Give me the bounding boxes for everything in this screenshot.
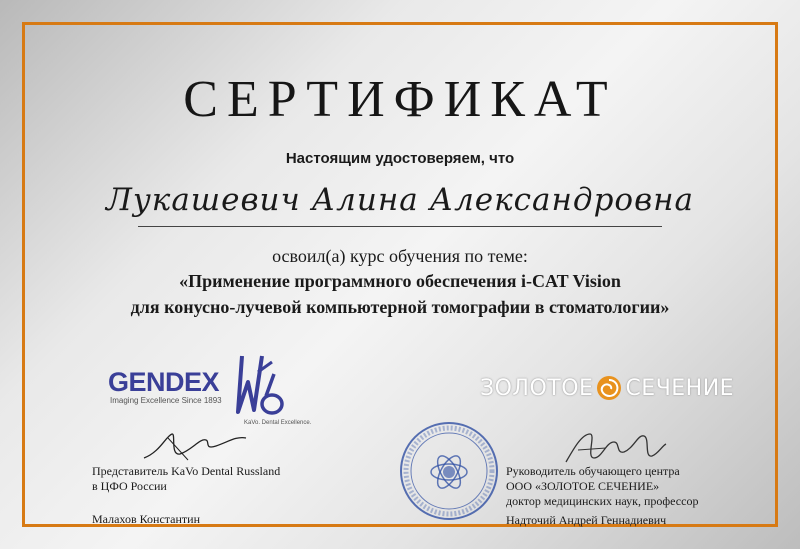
left-signature-icon <box>140 428 250 464</box>
gendex-logo <box>108 368 222 405</box>
certificate-title: СЕРТИФИКАТ <box>183 71 617 128</box>
kavo-logo-icon <box>228 352 288 422</box>
right-role-line-1: Руководитель обучающего центра <box>506 464 680 478</box>
gendex-wordmark: GENDEX <box>108 367 220 397</box>
left-role-line-2: в ЦФО России <box>92 479 167 493</box>
round-stamp-icon <box>398 420 500 522</box>
left-signatory-name: Малахов Константин <box>92 512 201 526</box>
course-title-line1: «Применение программного обеспечения i-CAT Vision <box>179 271 621 291</box>
golden-spiral-icon <box>596 375 622 401</box>
right-role-line-3: доктор медицинских наук, профессор <box>506 494 699 508</box>
right-signatory-name: Надточий Андрей Геннадиевич <box>506 513 667 527</box>
zolotoe-sechenie-logo <box>480 375 734 401</box>
zs-word-2: СЕЧЕНИЕ <box>625 375 735 401</box>
recipient-name: Лукашевич Алина Александровна <box>105 182 695 218</box>
course-intro: освоил(а) курс обучения по теме: <box>272 246 528 266</box>
intro-text: Настоящим удостоверяем, что <box>285 150 515 167</box>
right-signatory <box>506 464 698 528</box>
course-title-line2: для конусно-лучевой компьютерной томографии в стоматологии» <box>130 297 670 317</box>
kavo-tagline: KaVo. Dental Excellence. <box>244 420 312 426</box>
name-underline <box>138 226 662 227</box>
gendex-tagline: Imaging Excellence Since 1893 <box>110 396 222 405</box>
zs-word-1: ЗОЛОТОЕ <box>480 375 594 401</box>
right-signature-icon <box>560 428 670 468</box>
left-signatory <box>92 464 280 527</box>
right-role-line-2: ООО «ЗОЛОТОЕ СЕЧЕНИЕ» <box>506 479 660 493</box>
left-role-line-1: Представитель KaVo Dental Russland <box>92 464 281 478</box>
